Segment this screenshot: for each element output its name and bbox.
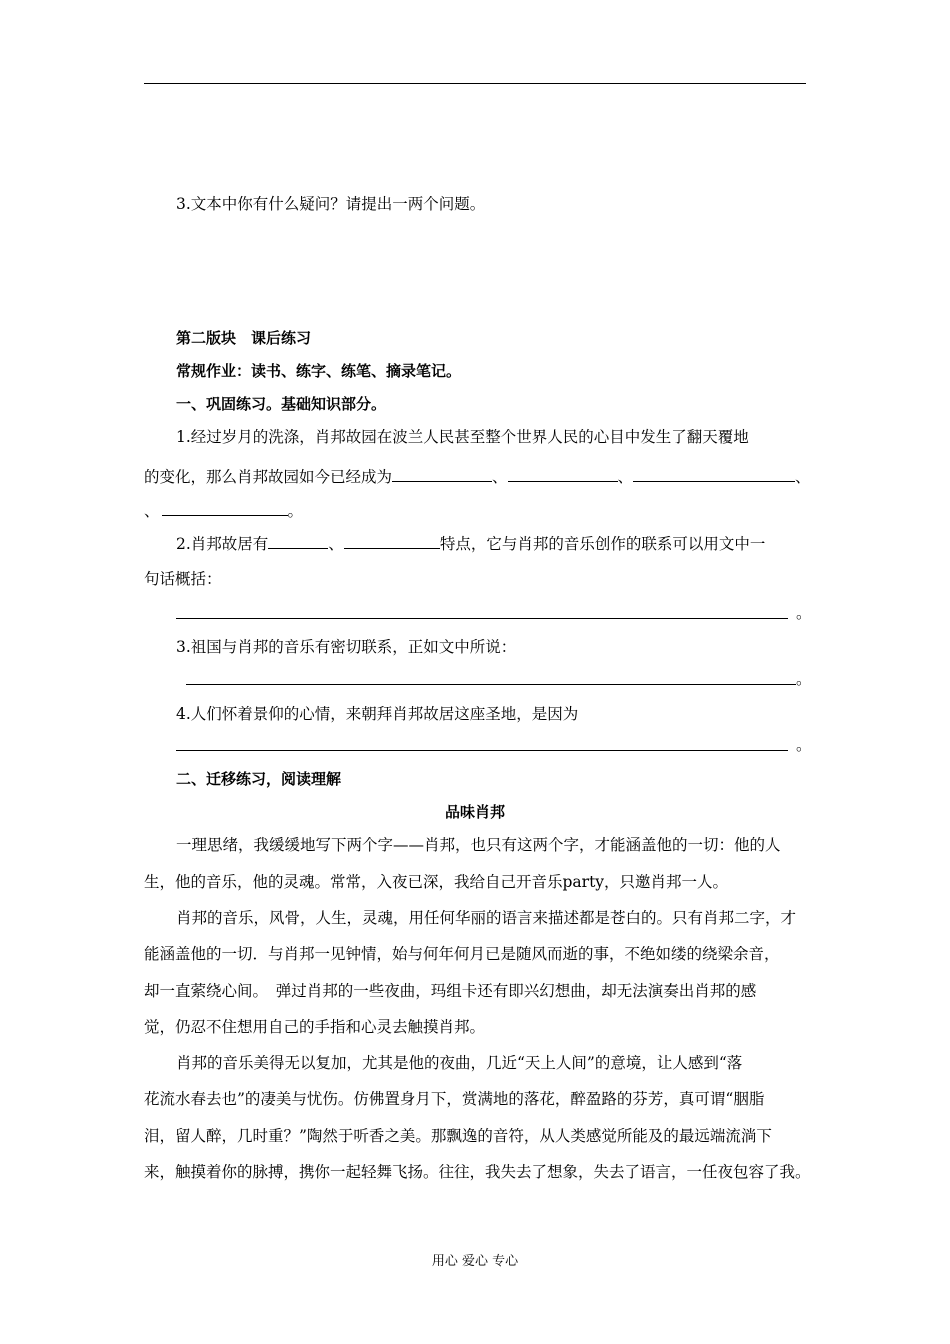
- item-1-line-3: [144, 499, 303, 521]
- routine-homework: 常规作业：读书、练字、练笔、摘录笔记。: [176, 362, 462, 380]
- essay-line: 能涵盖他的一切．与肖邦一见钟情，始与何年何月已是随风而逝的事，不绝如缕的绕梁余音，: [144, 945, 780, 963]
- essay-line: 泪，留人醉，几时重？”陶然于听香之美。那飘逸的音符，从人类感觉所能及的最远端流淌下: [144, 1127, 772, 1145]
- fill-blank[interactable]: [344, 532, 440, 549]
- essay-line: 来，触摸着你的脉搏，携你一起轻舞飞扬。往往，我失去了想象，失去了语言，一任夜包容了我。: [144, 1163, 811, 1181]
- fill-blank[interactable]: [162, 499, 288, 516]
- separator: 、: [328, 535, 344, 553]
- period: 。: [796, 670, 812, 688]
- separator: 、: [492, 468, 508, 486]
- period: 。: [287, 502, 304, 520]
- question-3-top: 3.文本中你有什么疑问？请提出一两个问题。: [176, 195, 486, 213]
- period: 。: [796, 736, 812, 754]
- essay-line: 觉，仍忍不住想用自己的手指和心灵去触摸肖邦。: [144, 1018, 486, 1036]
- essay-line: 却一直萦绕心间。 弹过肖邦的一些夜曲，玛组卡还有即兴幻想曲，却无法演奏出肖邦的感: [144, 982, 757, 1000]
- part-1-title: 一、巩固练习。基础知识部分。: [176, 395, 387, 413]
- fill-blank[interactable]: [633, 465, 795, 482]
- essay-line: 肖邦的音乐美得无以复加，尤其是他的夜曲，几近“天上人间”的意境，让人感到“落: [176, 1054, 743, 1072]
- essay-line: 生，他的音乐，他的灵魂。常常，入夜已深，我给自己开音乐party，只邀肖邦一人。: [144, 873, 729, 891]
- fill-blank[interactable]: [392, 465, 492, 482]
- item-4-prompt: 4.人们怀着景仰的心情，来朝拜肖邦故居这座圣地，是因为: [176, 705, 579, 723]
- fill-blank[interactable]: [508, 465, 618, 482]
- item-1-prompt: 的变化，那么肖邦故园如今已经成为: [144, 468, 393, 486]
- item-3-prompt: 3.祖国与肖邦的音乐有密切联系，正如文中所说：: [176, 638, 517, 656]
- essay-line: 肖邦的音乐，风骨，人生，灵魂，用任何华丽的语言来描述都是苍白的。只有肖邦二字，才: [176, 909, 797, 927]
- fill-blank[interactable]: [268, 532, 328, 549]
- essay-line: 一理思绪，我缓缓地写下两个字——肖邦，也只有这两个字，才能涵盖他的一切：他的人: [176, 836, 781, 854]
- item-2-line-1: [176, 532, 765, 554]
- item-2-middle: 特点，它与肖邦的音乐创作的联系可以用文中一: [439, 535, 766, 553]
- item-2-line-2: 句话概括：: [144, 570, 222, 588]
- page-footer: 用心 爱心 专心: [431, 1254, 519, 1269]
- separator: 、: [617, 468, 634, 486]
- part-2-title: 二、迁移练习，阅读理解: [176, 770, 342, 788]
- essay-line: 花流水春去也”的凄美与忧伤。仿佛置身月下，赏满地的落花，醉盈路的芬芳，真可谓“胭脂: [144, 1090, 765, 1108]
- section-2-title: 第二版块 课后练习: [176, 329, 312, 347]
- item-2-prompt: 2.肖邦故居有: [176, 535, 269, 553]
- period: 。: [796, 604, 812, 622]
- answer-line[interactable]: [176, 618, 788, 619]
- separator: 、: [144, 502, 160, 520]
- header-rule: [144, 83, 806, 84]
- answer-line[interactable]: [186, 684, 796, 685]
- separator: 、: [795, 468, 811, 486]
- item-1-line-2: [144, 465, 811, 487]
- item-1-line-1: 1.经过岁月的洗涤，肖邦故园在波兰人民甚至整个世界人民的心目中发生了翻天覆地: [176, 428, 749, 446]
- essay-title: 品味肖邦: [444, 803, 505, 821]
- answer-line[interactable]: [176, 750, 788, 751]
